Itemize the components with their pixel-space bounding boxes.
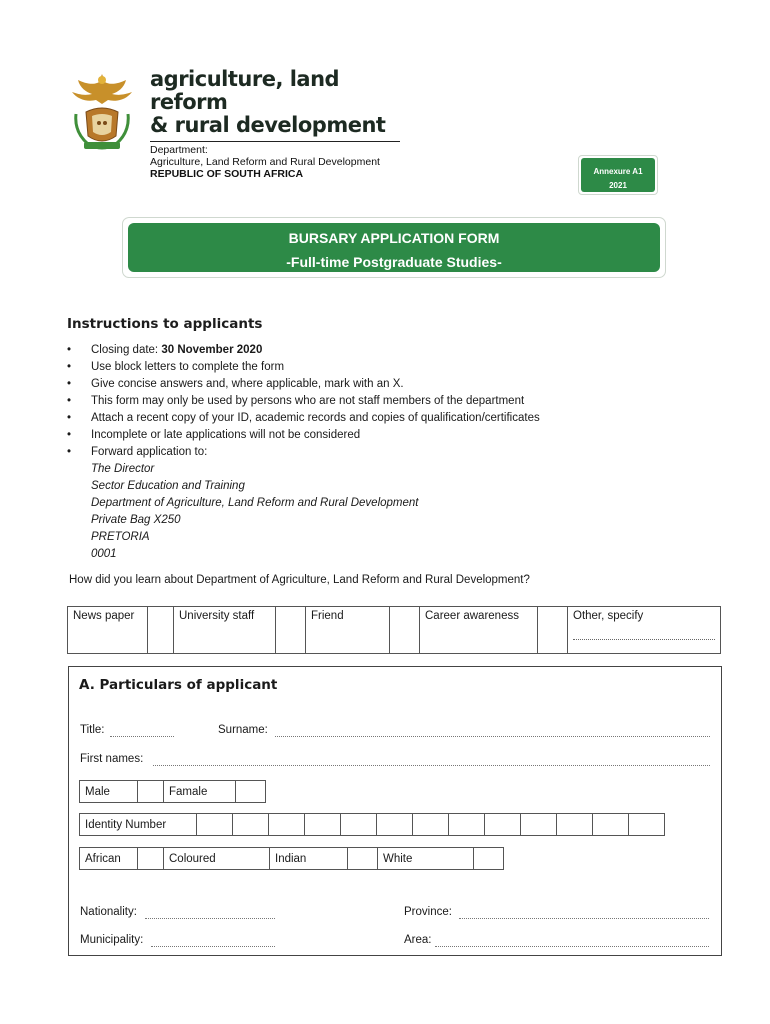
list-item: • Give concise answers and, where applicable, mark with an X. bbox=[67, 376, 687, 393]
title-field[interactable] bbox=[110, 736, 174, 737]
header-divider bbox=[150, 141, 400, 142]
nationality-field[interactable] bbox=[145, 918, 275, 919]
id-digit-box[interactable] bbox=[341, 814, 377, 836]
id-digit-box[interactable] bbox=[593, 814, 629, 836]
org-name-line2: & rural development bbox=[150, 113, 386, 137]
list-item: • Use block letters to complete the form bbox=[67, 359, 687, 376]
section-a-particulars bbox=[68, 666, 722, 956]
option-label: University staff bbox=[174, 607, 276, 654]
instructions-list bbox=[67, 342, 687, 461]
id-digit-box[interactable] bbox=[485, 814, 521, 836]
municipality-label: Municipality: bbox=[80, 934, 144, 946]
race-african-box[interactable] bbox=[138, 848, 164, 870]
id-digit-box[interactable] bbox=[521, 814, 557, 836]
option-label: Friend bbox=[306, 607, 390, 654]
list-item: • Forward application to: bbox=[67, 444, 687, 461]
gender-table bbox=[79, 780, 266, 803]
option-university-staff-box[interactable] bbox=[276, 607, 306, 654]
annexure-badge bbox=[578, 155, 658, 195]
race-table bbox=[79, 847, 504, 870]
instruction-text: Forward application to: bbox=[91, 446, 208, 458]
id-digit-box[interactable] bbox=[233, 814, 269, 836]
area-field[interactable] bbox=[435, 946, 709, 947]
race-label: African bbox=[80, 848, 138, 870]
instruction-text: Attach a recent copy of your ID, academic records and copies of qualification/certificates bbox=[91, 412, 540, 424]
address-line: Sector Education and Training bbox=[91, 480, 245, 492]
gender-male-box[interactable] bbox=[138, 781, 164, 803]
mailing-address bbox=[91, 461, 419, 563]
address-line: Department of Agriculture, Land Reform and Rural Development bbox=[91, 497, 419, 509]
surname-field[interactable] bbox=[275, 736, 710, 737]
surname-label: Surname: bbox=[218, 724, 268, 736]
instructions-heading: Instructions to applicants bbox=[67, 316, 263, 332]
province-label: Province: bbox=[404, 906, 452, 918]
instruction-text: Give concise answers and, where applicable, mark with an X. bbox=[91, 378, 404, 390]
id-digit-box[interactable] bbox=[305, 814, 341, 836]
race-indian-box[interactable] bbox=[348, 848, 378, 870]
form-subtitle: -Full-time Postgraduate Studies- bbox=[286, 254, 502, 270]
country-name: REPUBLIC OF SOUTH AFRICA bbox=[150, 168, 304, 180]
other-specify-line[interactable] bbox=[573, 634, 715, 640]
closing-label: Closing date: bbox=[91, 344, 162, 356]
id-digit-box[interactable] bbox=[557, 814, 593, 836]
list-item: • Incomplete or late applications will not be considered bbox=[67, 427, 687, 444]
list-item: • Attach a recent copy of your ID, academic records and copies of qualification/certificates bbox=[67, 410, 687, 427]
address-line: PRETORIA bbox=[91, 531, 150, 543]
area-label: Area: bbox=[404, 934, 432, 946]
option-newspaper-box[interactable] bbox=[148, 607, 174, 654]
id-digit-box[interactable] bbox=[377, 814, 413, 836]
address-line: 0001 bbox=[91, 548, 117, 560]
id-digit-box[interactable] bbox=[269, 814, 305, 836]
section-a-title: A. Particulars of applicant bbox=[79, 677, 278, 693]
annexure-year: 2021 bbox=[609, 181, 627, 190]
instruction-text: This form may only be used by persons who are not staff members of the department bbox=[91, 395, 525, 407]
race-label: Coloured bbox=[164, 848, 270, 870]
identity-number-label: Identity Number bbox=[80, 814, 197, 836]
race-white-box[interactable] bbox=[474, 848, 504, 870]
source-question: How did you learn about Department of Agriculture, Land Reform and Rural Development? bbox=[69, 574, 530, 586]
id-digit-box[interactable] bbox=[413, 814, 449, 836]
identity-number-table bbox=[79, 813, 665, 836]
closing-date: 30 November 2020 bbox=[161, 344, 263, 356]
gender-female-box[interactable] bbox=[236, 781, 266, 803]
instruction-text: Incomplete or late applications will not be considered bbox=[91, 429, 361, 441]
form-title: BURSARY APPLICATION FORM bbox=[288, 230, 500, 246]
list-item: • This form may only be used by persons who are not staff members of the department bbox=[67, 393, 687, 410]
option-career-awareness-box[interactable] bbox=[538, 607, 568, 654]
annexure-label: Annexure A1 bbox=[593, 167, 643, 176]
option-label: Career awareness bbox=[420, 607, 538, 654]
gender-label: Famale bbox=[164, 781, 236, 803]
coat-of-arms-icon bbox=[66, 68, 138, 152]
option-label: News paper bbox=[68, 607, 148, 654]
address-line: The Director bbox=[91, 463, 155, 475]
option-label: Other, specify bbox=[573, 610, 644, 622]
id-digit-box[interactable] bbox=[449, 814, 485, 836]
list-item: • Closing date: 30 November 2020 bbox=[67, 344, 263, 356]
form-title-banner bbox=[122, 217, 666, 278]
id-digit-box[interactable] bbox=[629, 814, 665, 836]
instruction-text: Use block letters to complete the form bbox=[91, 361, 285, 373]
org-name-line1: agriculture, land reform bbox=[150, 67, 340, 114]
nationality-label: Nationality: bbox=[80, 906, 137, 918]
race-label: White bbox=[378, 848, 474, 870]
first-names-field[interactable] bbox=[153, 765, 710, 766]
province-field[interactable] bbox=[459, 918, 709, 919]
title-label: Title: bbox=[80, 724, 105, 736]
dept-name: Agriculture, Land Reform and Rural Development bbox=[150, 156, 380, 168]
source-options-table bbox=[67, 606, 721, 654]
dept-label: Department: bbox=[150, 144, 208, 156]
address-line: Private Bag X250 bbox=[91, 514, 181, 526]
first-names-label: First names: bbox=[80, 753, 144, 765]
id-digit-box[interactable] bbox=[197, 814, 233, 836]
option-friend-box[interactable] bbox=[390, 607, 420, 654]
option-other-cell[interactable] bbox=[568, 607, 721, 654]
municipality-field[interactable] bbox=[151, 946, 275, 947]
race-label: Indian bbox=[270, 848, 348, 870]
gender-label: Male bbox=[80, 781, 138, 803]
